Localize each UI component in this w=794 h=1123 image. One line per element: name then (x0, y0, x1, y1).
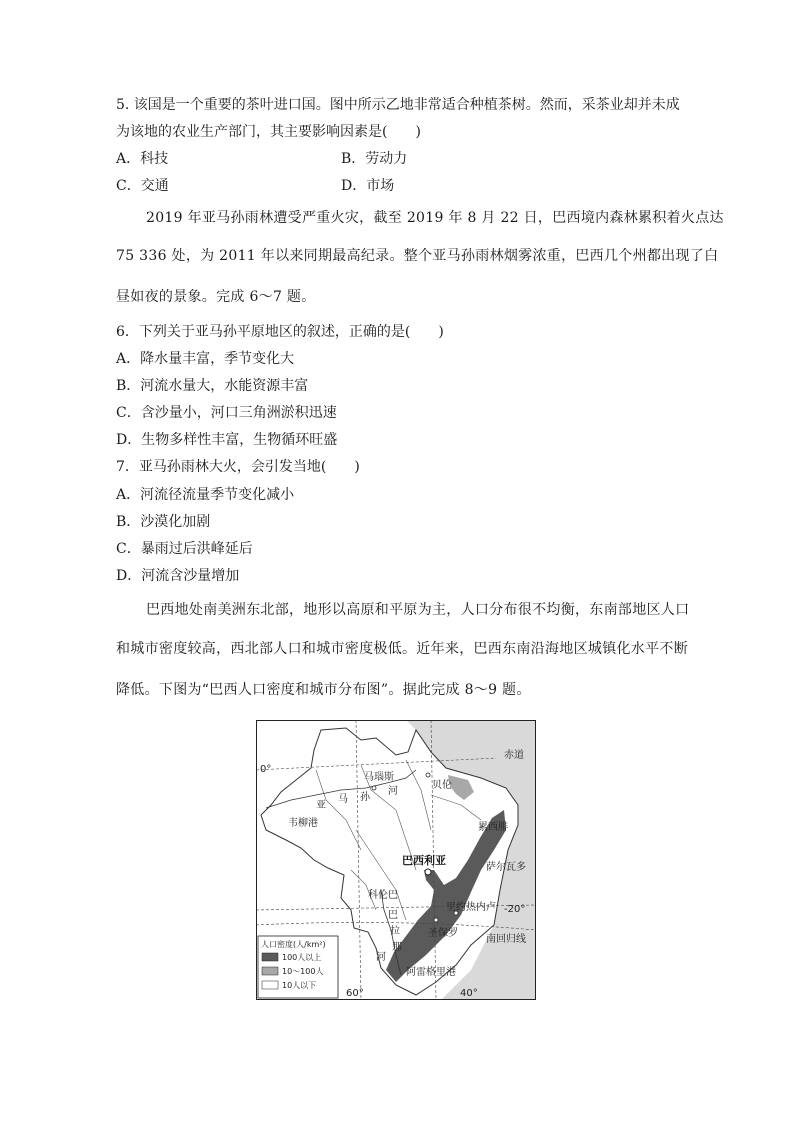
label-equator: 赤道 (504, 750, 524, 761)
q5-option-d: D．市场 (341, 178, 395, 194)
label-corumba: 科伦巴 (368, 890, 398, 901)
passage1-line2: 75 336 处，为 2011 年以来同期最高纪录。整个亚马孙雨林烟雾浓重，巴西几个州都出现了白 (116, 248, 719, 264)
label-recife: 累西腓 (478, 822, 508, 833)
map-legend (258, 936, 338, 998)
label-amazon-4: 河 (388, 786, 398, 797)
legend-swatch-low (262, 981, 278, 989)
label-salvador: 萨尔瓦多 (486, 862, 526, 873)
legend-swatch-medium (262, 967, 278, 975)
label-weiliu: 韦柳港 (288, 818, 318, 829)
label-lon60: 60° (346, 988, 364, 999)
passage2-line1: 巴西地处南美洲东北部，地形以高原和平原为主，人口分布很不均衡，东南部地区人口 (146, 602, 690, 618)
legend-item-high: 100人以上 (282, 953, 322, 962)
label-lon40: 40° (460, 988, 478, 999)
legend-item-medium: 10～100人 (282, 967, 324, 976)
q5-option-b: B．劳动力 (341, 151, 408, 167)
passage1-line1: 2019 年亚马孙雨林遭受严重火灾，截至 2019 年 8 月 22 日，巴西境内森林累积着火点达 (146, 210, 724, 226)
label-tropic: 南回归线 (486, 934, 526, 945)
label-saopaulo: 圣保罗 (428, 928, 458, 939)
label-parana-2: 拉 (390, 926, 400, 937)
q6-stem: 6．下列关于亚马孙平原地区的叙述，正确的是( ) (116, 324, 444, 340)
q7-option-a: A．河流径流量季节变化减小 (116, 487, 295, 503)
city-manaus-dot (372, 786, 376, 790)
label-amazon-1: 亚 (316, 800, 326, 811)
label-parana-4: 河 (376, 952, 386, 963)
label-rio: 里约热内卢 (446, 902, 496, 913)
q5-option-a: A．科技 (116, 151, 169, 167)
label-lat0: 0° (260, 764, 272, 775)
label-portoalegre: 阿雷格里港 (406, 967, 456, 978)
passage2-line2: 和城市密度较高，西北部人口和城市密度极低。近年来，巴西东南沿海地区城镇化水平不断 (116, 641, 688, 657)
label-amazon-2: 马 (338, 794, 348, 805)
q7-option-c: C．暴雨过后洪峰延后 (116, 541, 253, 557)
label-parana-3: 那 (392, 942, 402, 953)
q6-option-d: D．生物多样性丰富，生物循环旺盛 (116, 432, 338, 448)
passage2-line3: 降低。下图为“巴西人口密度和城市分布图”。据此完成 8～9 题。 (116, 682, 531, 698)
label-parana-1: 巴 (388, 910, 398, 921)
q5-option-c: C．交通 (116, 178, 169, 194)
city-saopaulo-dot (434, 918, 438, 922)
q6-option-c: C．含沙量小，河口三角洲淤积迅速 (116, 405, 337, 421)
q6-option-a: A．降水量丰富，季节变化大 (116, 351, 295, 367)
label-brasilia: 巴西利亚 (402, 854, 446, 867)
city-belem-dot (426, 773, 430, 777)
label-lat20: -20° (504, 904, 526, 915)
legend-item-low: 10人以下 (282, 981, 317, 990)
passage1-line3: 昼如夜的景象。完成 6～7 题。 (116, 289, 316, 305)
q7-option-b: B．沙漠化加剧 (116, 514, 211, 530)
legend-swatch-high (262, 953, 278, 961)
q6-option-b: B．河流水量大，水能资源丰富 (116, 378, 309, 394)
label-manaus: 马瑙斯 (364, 772, 394, 783)
city-brasilia-dot (425, 869, 431, 875)
brazil-population-map (256, 720, 536, 1000)
label-belem: 贝伦 (432, 780, 452, 791)
label-amazon-3: 孙 (360, 792, 370, 803)
q7-stem: 7．亚马孙雨林大火，会引发当地( ) (116, 459, 360, 475)
legend-title: 人口密度(人/km²) (261, 940, 326, 949)
q5-stem-line2: 为该地的农业生产部门，其主要影响因素是( ) (116, 124, 421, 140)
q5-stem-line1: 5. 该国是一个重要的茶叶进口国。图中所示乙地非常适合种植茶树。然而，采茶业却并未成 (116, 97, 680, 113)
q7-option-d: D．河流含沙量增加 (116, 568, 240, 584)
